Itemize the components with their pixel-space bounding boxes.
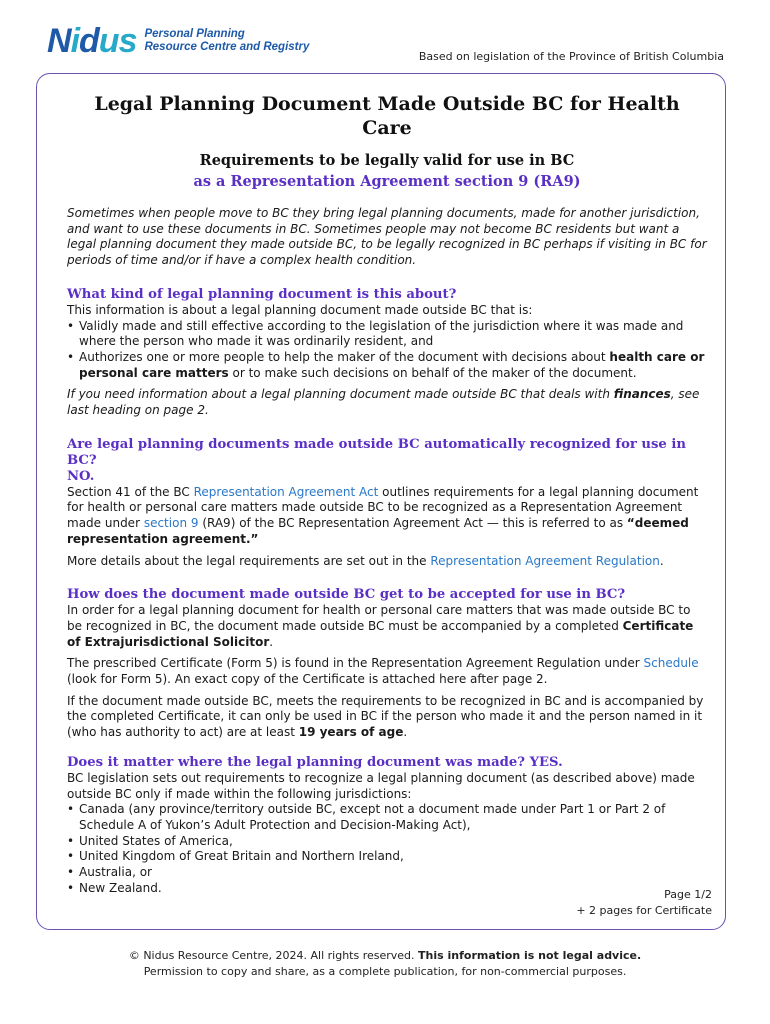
text-span: (look for Form 5). An exact copy of the Certificate is attached here after page 2. (67, 672, 548, 687)
document-title: Legal Planning Document Made Outside BC for Health Care (94, 93, 680, 139)
document-subtitle: Requirements to be legally valid for use in BC (199, 152, 575, 169)
section2-paragraph2 (67, 554, 707, 570)
logo-tagline (144, 28, 309, 54)
bold-span: finances (613, 387, 671, 402)
list-item: • Australia, or (67, 865, 707, 881)
text-span: (RA9) of the BC Representation Agreement Act — this is referred to as (198, 516, 627, 531)
certificate-note: + 2 pages for Certificate (576, 904, 712, 917)
bold-span: “deemed representation agreement.” (67, 516, 689, 546)
section2-paragraph1 (67, 485, 707, 548)
section1-list (67, 319, 707, 382)
list-item (67, 350, 707, 381)
bold-span: Certificate of Extrajurisdictional Solicitor (67, 618, 694, 649)
text-span: © Nidus Resource Centre, 2024. All rights reserved. (128, 949, 419, 962)
nidus-logo (47, 24, 309, 58)
regulation-link[interactable]: Representation Agreement Regulation (430, 553, 660, 568)
intro-paragraph: Sometimes when people move to BC they bring legal planning documents, made for another jurisdiction, and want to use these documents in BC. Sometimes people may not become BC residents but want a legal planning document they made outside BC, to be legally recognized in BC perhaps if visiting in BC for periods of time and/or if have a complex health condition. (67, 206, 707, 268)
document-body (67, 92, 707, 897)
copyright-line (0, 948, 770, 964)
document-subtitle-ra9: as a Representation Agreement section 9 (RA9) (193, 173, 581, 190)
text-span: In order for a legal planning document for health or personal care matters that was made outside BC to be recognized in BC, the document made outside BC must be accompanied by a completed (67, 603, 691, 633)
bold-span: health care or personal care matters (79, 349, 705, 380)
text-span: outlines requirements for a legal planning document for health or personal care matters made outside BC to be recognized as a Representation Agreement made under (67, 484, 699, 531)
page-footer (0, 948, 770, 980)
section-heading-kind: What kind of legal planning document is this about? (67, 286, 457, 302)
text-span: . (403, 725, 408, 740)
text-span: If you need information about a legal planning document made outside BC that deals with (67, 387, 614, 402)
section-heading-recognized (67, 437, 707, 485)
page-number (576, 887, 712, 919)
page-header (0, 0, 770, 72)
list-item: • Canada (any province/territory outside BC, except not a document made under Part 1 or Part 2 of Schedule A of Yukon’s Adult Protection and Decision-Making Act), (67, 802, 707, 833)
text-span: , see last heading on page 2. (67, 387, 700, 418)
text-span: If the document made outside BC, meets the requirements to be recognized in BC and is accompanied by the completed Certificate, it can only be used in BC if the person who made it and the person named in it (who has authority to act) are at least (67, 693, 704, 740)
logo-tagline-line1: Personal Planning (144, 28, 245, 40)
section3-paragraph1 (67, 603, 707, 650)
text-span: More details about the legal requirements are set out in the (67, 553, 431, 568)
page-label: Page 1/2 (664, 888, 712, 901)
jurisdiction-list (67, 802, 707, 896)
finances-note (67, 387, 707, 418)
section4-lead: BC legislation sets out requirements to recognize a legal planning document (as described above) made outside BC only if made within the following jurisdictions: (67, 770, 695, 801)
section3-paragraph2 (67, 656, 707, 687)
text-span: . (269, 634, 274, 649)
heading-text: Are legal planning documents made outside BC automatically recognized for use in BC? (67, 436, 686, 468)
text-span: or to make such decisions on behalf of the maker of the document. (228, 365, 637, 380)
section1-lead: This information is about a legal planning document made outside BC that is: (67, 302, 533, 317)
list-item: • United Kingdom of Great Britain and Northern Ireland, (67, 849, 707, 865)
list-item: • New Zealand. (67, 881, 707, 897)
text-span: The prescribed Certificate (Form 5) is found in the Representation Agreement Regulation under (67, 656, 644, 671)
legal-disclaimer: This information is not legal advice. (418, 949, 642, 962)
representation-agreement-act-link[interactable]: Representation Agreement Act (193, 484, 379, 499)
permission-line: Permission to copy and share, as a complete publication, for non-commercial purposes. (143, 965, 627, 978)
text-span: . (659, 553, 664, 568)
heading-answer: NO. (67, 468, 95, 484)
logo-tagline-line2: Resource Centre and Registry (144, 41, 310, 53)
section-heading-where: Does it matter where the legal planning document was made? YES. (67, 754, 563, 770)
text-span: Authorizes one or more people to help the maker of the document with decisions about (79, 349, 610, 364)
schedule-link[interactable]: Schedule (643, 656, 699, 671)
bold-span: 19 years of age (298, 725, 404, 740)
legislation-note: Based on legislation of the Province of British Columbia (418, 50, 724, 63)
section-9-link[interactable]: section 9 (143, 516, 199, 531)
section-heading-accepted: How does the document made outside BC get to be accepted for use in BC? (67, 587, 626, 603)
text-span: Section 41 of the BC (67, 484, 194, 499)
section3-paragraph3 (67, 694, 707, 741)
logo-wordmark: Nidus (47, 22, 137, 60)
list-item: • Validly made and still effective according to the legislation of the jurisdiction where it was made and where the person who made it was ordinarily resident, and (67, 319, 707, 350)
list-item: • United States of America, (67, 834, 707, 850)
